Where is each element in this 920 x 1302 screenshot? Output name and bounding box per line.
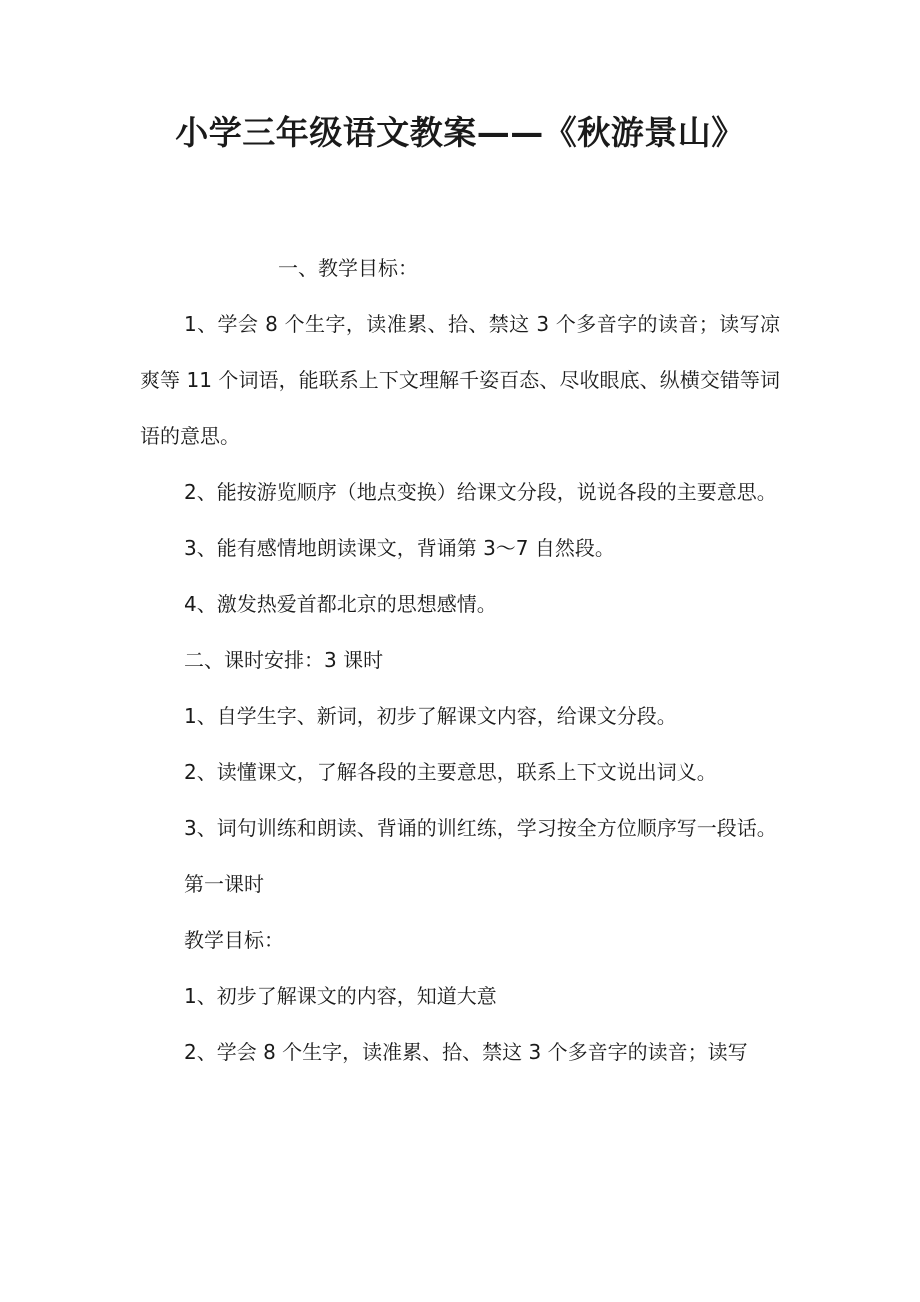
paragraph: 1、学会 8 个生字，读准累、拾、禁这 3 个多音字的读音；读写凉爽等 11 个词语，能联系上下文理解千姿百态、尽收眼底、纵横交错等词语的意思。 <box>140 312 780 448</box>
section-heading-objectives: 一、教学目标： <box>278 256 418 280</box>
paragraph: 2、能按游览顺序（地点变换）给课文分段，说说各段的主要意思。 <box>184 480 777 504</box>
document-title: 小学三年级语文教案——《秋游景山》 <box>175 113 745 152</box>
paragraph: 3、能有感情地朗读课文，背诵第 3～7 自然段。 <box>184 536 615 560</box>
paragraph: 2、读懂课文，了解各段的主要意思，联系上下文说出词义。 <box>184 760 717 784</box>
lesson-heading: 第一课时 <box>184 872 264 896</box>
paragraph: 1、初步了解课文的内容，知道大意 <box>184 984 497 1008</box>
paragraph: 4、激发热爱首都北京的思想感情。 <box>184 592 497 616</box>
paragraph: 2、学会 8 个生字，读准累、拾、禁这 3 个多音字的读音；读写 <box>184 1040 748 1064</box>
document-body <box>140 240 780 1080</box>
section-heading-schedule: 二、课时安排：3 课时 <box>184 648 384 672</box>
subheading-objectives: 教学目标： <box>184 928 284 952</box>
paragraph: 3、词句训练和朗读、背诵的训红练，学习按全方位顺序写一段话。 <box>184 816 777 840</box>
paragraph: 1、自学生字、新词，初步了解课文内容，给课文分段。 <box>184 704 677 728</box>
